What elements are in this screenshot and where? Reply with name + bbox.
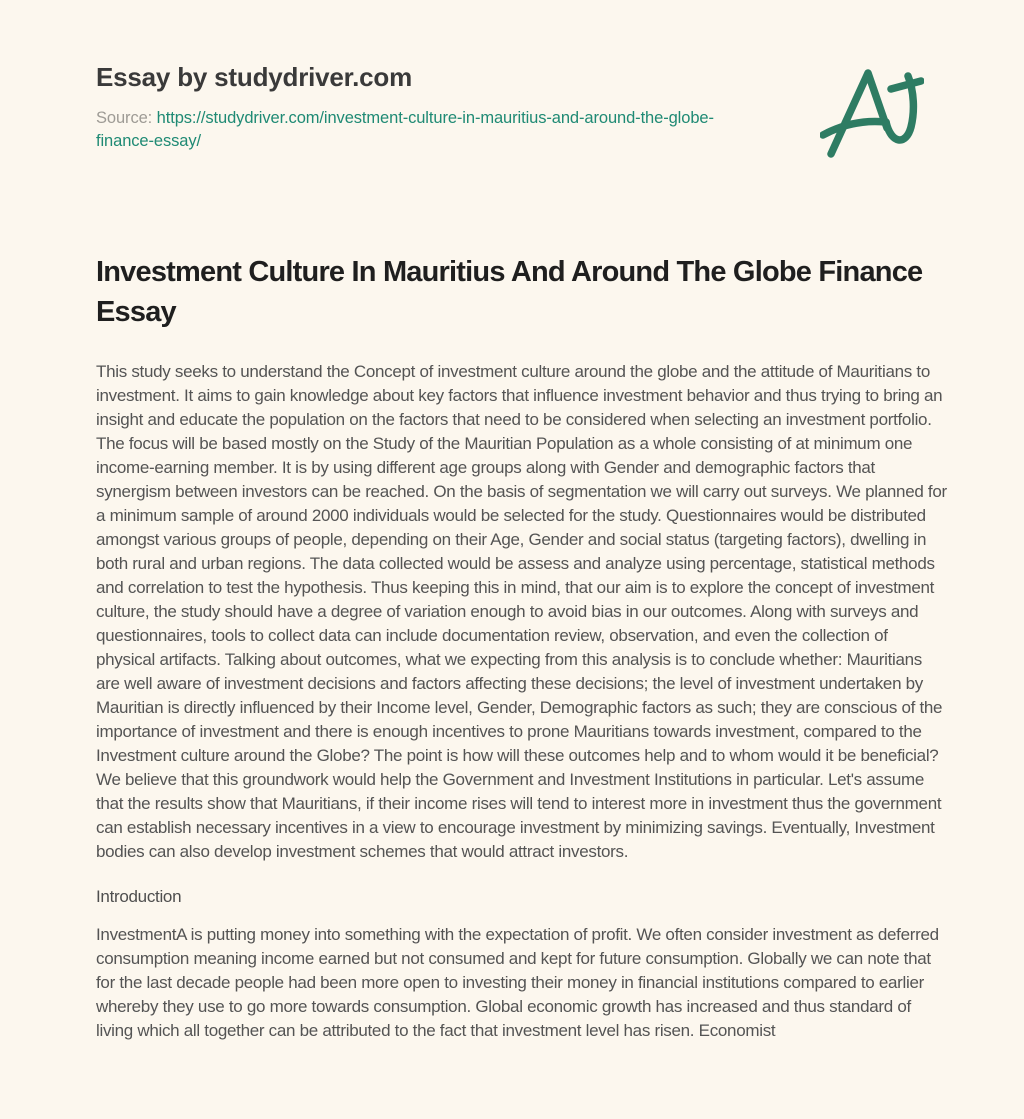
a-plus-logo-icon bbox=[820, 60, 924, 164]
logo-a-strokes bbox=[831, 73, 887, 154]
source-line bbox=[96, 107, 758, 153]
source-link[interactable]: https://studydriver.com/investment-culture-in-mauritius-and-around-the-globe-finance-essay/ bbox=[96, 109, 714, 150]
source-label: Source: bbox=[96, 109, 153, 127]
section-body-introduction: InvestmentA is putting money into something with the expectation of profit. We often consider investment as deferred consumption meaning income earned but not consumed and kept for future consumption. Globally we can note that for the last decade people had been more open to investing their money in financial institutions compared to earlier whereby they use to go more towards consumption. Global economic growth has increased and thus standard of living which all together can be attributed to the fact that investment level has risen. Economist bbox=[96, 925, 939, 1040]
section-heading-introduction: Introduction bbox=[96, 887, 182, 906]
site-title: Essay by studydriver.com bbox=[96, 62, 413, 92]
logo-plus-bar bbox=[891, 81, 921, 89]
essay-title: Investment Culture In Mauritius And Around The Globe Finance Essay bbox=[96, 256, 923, 328]
logo-a-crossbar bbox=[823, 121, 886, 135]
essay-article bbox=[96, 252, 948, 1043]
essay-abstract: This study seeks to understand the Concept of investment culture around the globe and the attitude of Mauritians to investment. It aims to gain knowledge about key factors that influence investment behavior and thus trying to bring an insight and educate the population on the factors that need to be considered when selecting an investment portfolio. The focus will be based mostly on the Study of the Mauritian Population as a whole consisting of at minimum one income-earning member. It is by using different age groups along with Gender and demographic factors that synergism between investors can be reached. On the basis of segmentation we will carry out surveys. We planned for a minimum sample of around 2000 individuals would be selected for the study. Questionnaires would be distributed amongst various groups of people, depending on their Age, Gender and social status (targeting factors), dwelling in both rural and urban regions. The data collected would be assess and analyze using percentage, statistical methods and correlation to test the hypothesis. Thus keeping this in mind, that our aim is to explore the concept of investment culture, the study should have a degree of variation enough to avoid bias in our outcomes. Along with surveys and questionnaires, tools to collect data can include documentation review, observation, and even the collection of physical artifacts. Talking about outcomes, what we expecting from this analysis is to conclude whether: Mauritians are well aware of investment decisions and factors affecting these decisions; the level of investment undertaken by Mauritian is directly influenced by their Income level, Gender, Demographic factors as such; they are conscious of the importance of investment and there is enough incentives to prone Mauritians towards investment, compared to the Investment culture around the Globe? The point is how will these outcomes help and to whom would it be beneficial? We believe that this groundwork would help the Government and Investment Institutions in particular. Let's assume that the results show that Mauritians, if their income rises will tend to interest more in investment thus the government can establish necessary incentives in a view to encourage investment by minimizing savings. Eventually, Investment bodies can also develop investment schemes that would attract investors. bbox=[96, 362, 947, 861]
